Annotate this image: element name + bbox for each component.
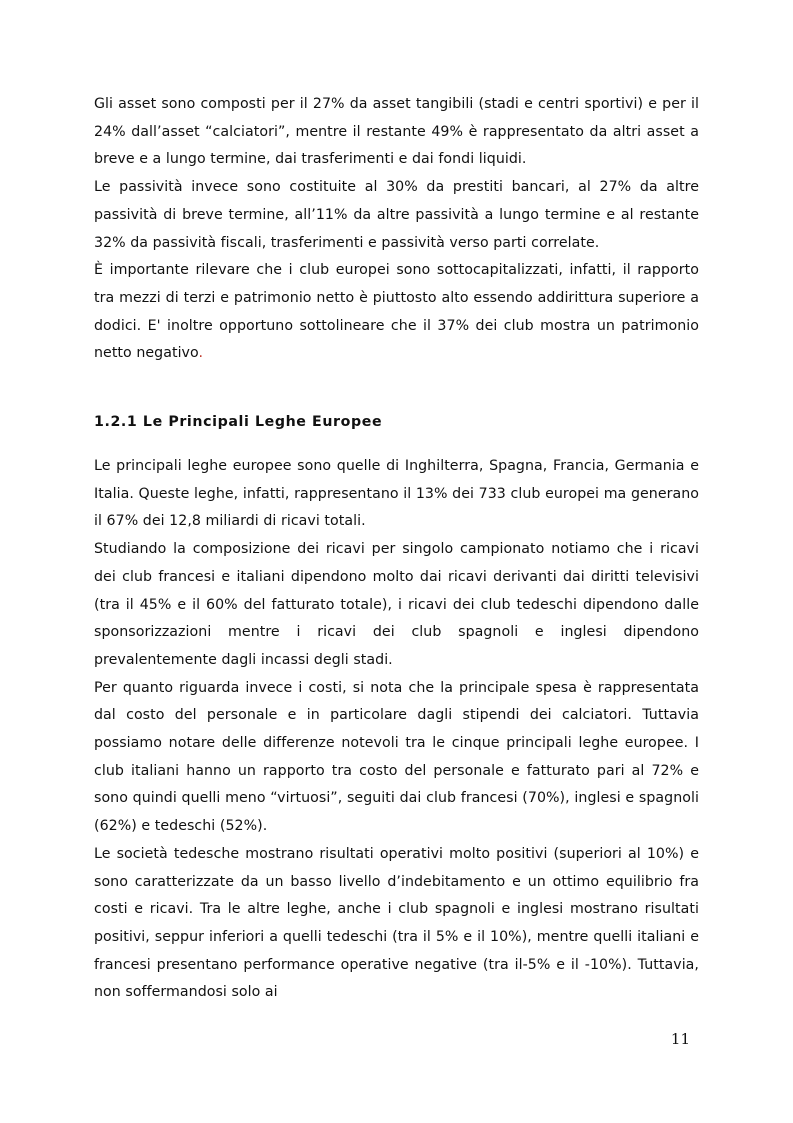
paragraph-main-leagues: Le principali leghe europee sono quelle di Inghilterra, Spagna, Francia, Germania e Italia. Queste leghe, infatti, rappresentano il 13% dei 733 club europei ma generano il 67% dei 12,8 miliardi di ricavi totali. [94,458,699,530]
paragraph-end-period: . [198,345,204,362]
paragraph-undercapitalization [94,257,699,368]
section-text-block [94,453,699,1007]
paragraph-liabilities: Le passività invece sono costituite al 30% da prestiti bancari, al 27% da altre passività di breve termine, all’11% da altre passività a lungo termine e al restante 32% da passività fiscali, trasferimenti e passività verso parti correlate. [94,179,699,251]
section-heading: 1.2.1 Le Principali Leghe Europee [94,414,383,430]
paragraph-undercapitalization-text: È importante rilevare che i club europei sono sottocapitalizzati, infatti, il rapporto tra mezzi di terzi e patrimonio netto è piuttosto alto essendo addirittura superiore a dodici. E' inoltre opportuno sottolineare che il 37% dei club mostra un patrimonio netto negativo [94,262,699,362]
paragraph-costs: Per quanto riguarda invece i costi, si nota che la principale spesa è rappresentata dal costo del personale e in particolare dagli stipendi dei calciatori. Tuttavia possiamo notare delle differenze notevoli tra le cinque principali leghe europee. I club italiani hanno un rapporto tra costo del personale e fatturato pari al 72% e sono quindi quelli meno “virtuosi”, seguiti dai club francesi (70%), inglesi e spagnoli (62%) e tedeschi (52%). [94,679,699,835]
paragraph-revenue-composition: Studiando la composizione dei ricavi per singolo campionato notiamo che i ricavi dei club francesi e italiani dipendono molto dai ricavi derivanti dai diritti televisivi (tra il 45% e il 60% del fatturato totale), i ricavi dei club tedeschi dipendono dalle sponsorizzazioni mentre i ricavi dei club spagnoli e inglesi dipendono prevalentemente dagli incassi degli stadi. [94,541,699,668]
intro-text-block [94,91,699,368]
paragraph-assets: Gli asset sono composti per il 27% da asset tangibili (stadi e centri sportivi) e per il 24% dall’asset “calciatori”, mentre il restante 49% è rappresentato da altri asset a breve e a lungo termine, dai trasferimenti e dai fondi liquidi. [94,96,699,168]
page-number: 11 [670,1030,690,1048]
paragraph-operating-results: Le società tedesche mostrano risultati operativi molto positivi (superiori al 10%) e sono caratterizzate da un basso livello d’indebitamento e un ottimo equilibrio fra costi e ricavi. Tra le altre leghe, anche i club spagnoli e inglesi mostrano risultati positivi, seppur inferiori a quelli tedeschi (tra il 5% e il 10%), mentre quelli italiani e francesi presentano performance operative negative (tra il-5% e il -10%). Tuttavia, non soffermandosi solo ai [94,845,699,1001]
